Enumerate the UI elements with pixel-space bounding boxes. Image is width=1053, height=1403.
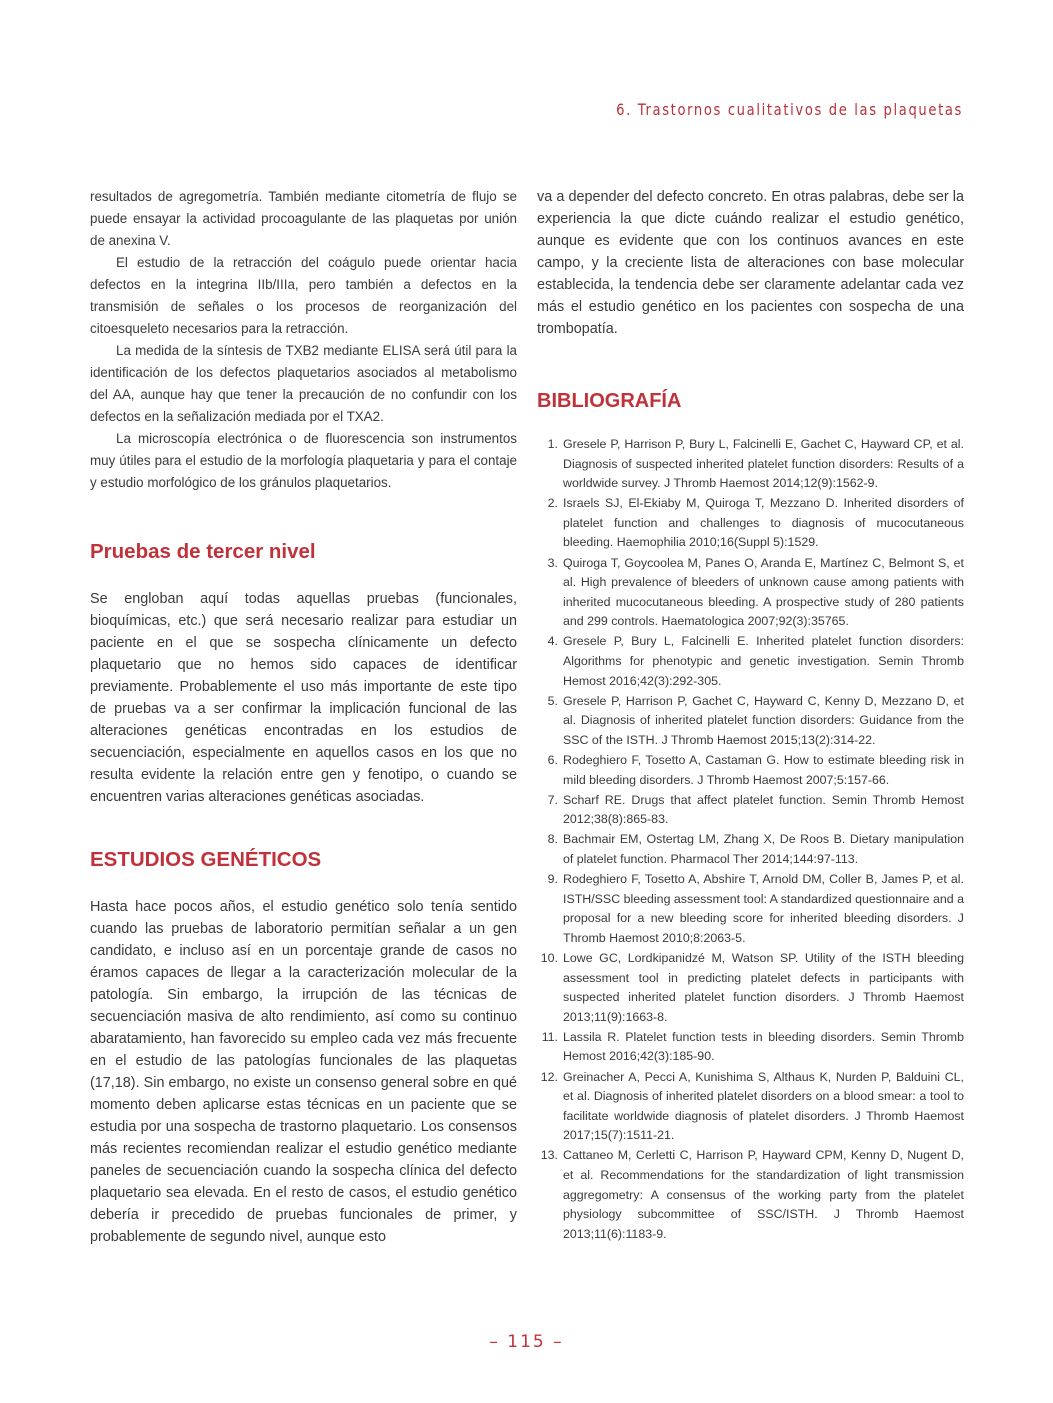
reference-item bbox=[537, 435, 964, 494]
genetic-section-body bbox=[90, 896, 517, 1248]
reference-text: Bachmair EM, Ostertag LM, Zhang X, De Roos B. Dietary manipulation of platelet function. Pharmacol Ther 2014;144:97-113. bbox=[563, 832, 964, 866]
reference-number: 13. bbox=[540, 1148, 558, 1163]
reference-list bbox=[537, 435, 964, 1244]
reference-item bbox=[537, 949, 964, 1027]
reference-text: Rodeghiero F, Tosetto A, Castaman G. How to estimate bleeding risk in mild bleeding disorders. J Thromb Haemost 2007;5:157-66. bbox=[563, 753, 964, 787]
reference-text: Israels SJ, El-Ekiaby M, Quiroga T, Mezzano D. Inherited disorders of platelet function and challenges to diagnosis of mucocutaneous bleeding. Haemophilia 2010;16(Suppl 5):1529. bbox=[563, 496, 964, 550]
paragraph: La microscopía electrónica o de fluorescencia son instrumentos muy útiles para el estudio de la morfología plaquetaria y para el contaje y estudio morfológico de los gránulos plaquetarios. bbox=[90, 431, 517, 490]
reference-number: 6. bbox=[547, 753, 558, 767]
reference-item bbox=[537, 554, 964, 632]
paragraph: Hasta hace pocos años, el estudio genético solo tenía sentido cuando las pruebas de laboratorio permitían señalar a un gen candidato, e incluso así en un porcentaje grande de casos no éramos capaces de llegar a la caracterización molecular de la patología. Sin embargo, la irrupción de las técnicas de secuenciación masiva de alto rendimiento, así como su continuo abaratamiento, han favorecido su empleo cada vez más frecuente en el estudio de las patologías funcionales de las plaquetas (17,18). Sin embargo, no existe un consenso general sobre en qué momento deben aplicarse estas técnicas en un paciente que se estudia por una sospecha de trastorno plaquetario. Los consensos más recientes recomiendan realizar el estudio genético mediante paneles de secuenciación cuando la sospecha clínica del defecto plaquetario sea elevada. En el resto de casos, el estudio genético debería ir precedido de pruebas funcionales de primer, y probablemente de segundo nivel, aunque esto bbox=[90, 899, 517, 1245]
reference-item bbox=[537, 751, 964, 790]
reference-number: 10. bbox=[540, 950, 558, 965]
reference-item bbox=[537, 830, 964, 869]
paragraph: Se engloban aquí todas aquellas pruebas (funcionales, bioquímicas, etc.) que será necesario realizar para estudiar un paciente en el que se sospecha clínicamente un defecto plaquetario que no hemos sido capaces de identificar previamente. Probablemente el uso más importante de este tipo de pruebas va a ser confirmar la implicación funcional de las alteraciones genéticas encontradas en los estudios de secuenciación, especialmente en aquellos casos en los que no resulta evidente la relación entre gen y fenotipo, o cuando se encuentren varias alteraciones genéticas asociadas. bbox=[90, 591, 517, 805]
reference-item bbox=[537, 1068, 964, 1146]
reference-text: Gresele P, Harrison P, Gachet C, Hayward C, Kenny D, Mezzano D, et al. Diagnosis of inherited platelet function disorders: Guidance from the SSC of the ISTH. J Thromb Haemost 2015;13(2):314-22. bbox=[563, 693, 964, 747]
reference-text: Rodeghiero F, Tosetto A, Abshire T, Arnold DM, Coller B, James P, et al. ISTH/SSC bleeding assessment tool: A standardized questionnaire and a proposal for a new bleeding score for inherited bleeding disorders. J Thromb Haemost 2010;8:2063-5. bbox=[563, 872, 964, 945]
reference-number: 1. bbox=[547, 437, 558, 451]
reference-number: 9. bbox=[547, 872, 558, 887]
paragraph: resultados de agregometría. También mediante citometría de flujo se puede ensayar la actividad procoagulante de las plaquetas por unión de anexina V. bbox=[90, 189, 517, 248]
page-number: – 115 – bbox=[489, 1332, 564, 1352]
pruebas-section-body bbox=[90, 588, 517, 808]
right-column bbox=[537, 186, 964, 1245]
reference-number: 2. bbox=[547, 496, 558, 511]
running-header: 6. Trastornos cualitativos de las plaquetas bbox=[616, 100, 963, 119]
reference-item bbox=[537, 632, 964, 691]
reference-item bbox=[537, 692, 964, 751]
reference-number: 4. bbox=[547, 634, 558, 649]
reference-number: 11. bbox=[541, 1029, 558, 1044]
reference-text: Lassila R. Platelet function tests in bleeding disorders. Semin Thromb Hemost 2016;42(3):185-90. bbox=[563, 1029, 964, 1064]
reference-text: Gresele P, Harrison P, Bury L, Falcinelli E, Gachet C, Hayward CP, et al. Diagnosis of suspected inherited platelet function disorders: Results of a worldwide survey. J Thromb Haemost 2014;12(9):1562-9. bbox=[563, 437, 964, 491]
reference-text: Gresele P, Bury L, Falcinelli E. Inherited platelet function disorders: Algorithms for phenotypic and genetic investigation. Semin Thromb Hemost 2016;42(3):292-305. bbox=[563, 634, 964, 688]
section-heading-pruebas: Pruebas de tercer nivel bbox=[90, 540, 316, 563]
section-heading-genetic: ESTUDIOS GENÉTICOS bbox=[90, 848, 322, 871]
reference-item bbox=[537, 870, 964, 948]
paragraph: va a depender del defecto concreto. En otras palabras, debe ser la experiencia la que dicte cuándo realizar el estudio genético, aunque es evidente que con los continuos avances en este campo, y la creciente lista de alteraciones con base molecular establecida, la tendencia debe ser claramente adelantar cada vez más el estudio genético en los pacientes con sospecha de una trombopatía. bbox=[537, 189, 964, 337]
reference-number: 7. bbox=[547, 792, 558, 807]
reference-text: Quiroga T, Goycoolea M, Panes O, Aranda E, Martínez C, Belmont S, et al. High prevalence of bleeders of unknown cause among patients with inherited mucocutaneous bleeding. A prospective study of 280 patients and 299 controls. Haematologica 2007;92(3):35765. bbox=[563, 555, 964, 629]
reference-item bbox=[537, 791, 964, 830]
reference-number: 5. bbox=[547, 693, 558, 708]
reference-item bbox=[537, 1028, 964, 1067]
reference-item bbox=[537, 1146, 964, 1244]
section-heading-bibliography: BIBLIOGRAFÍA bbox=[537, 390, 682, 412]
reference-number: 3. bbox=[547, 555, 558, 570]
reference-text: Lowe GC, Lordkipanidzé M, Watson SP. Utility of the ISTH bleeding assessment tool in predicting platelet defects in participants with suspected inherited platelet function disorders. J Thromb Haemost 2013;11(9):1663-8. bbox=[563, 950, 964, 1024]
paragraph: El estudio de la retracción del coágulo puede orientar hacia defectos en la integrina IIb/IIIa, pero también a defectos en la transmisión de señales o los procesos de reorganización del citoesqueleto necesarios para la retracción. bbox=[90, 255, 517, 336]
paragraph: La medida de la síntesis de TXB2 mediante ELISA será útil para la identificación de los defectos plaquetarios asociados al metabolismo del AA, aunque hay que tener la precaución de no confundir con los defectos en la señalización mediada por el TXA2. bbox=[90, 343, 517, 424]
reference-number: 12. bbox=[540, 1069, 558, 1084]
reference-number: 8. bbox=[547, 832, 558, 847]
reference-text: Scharf RE. Drugs that affect platelet function. Semin Thromb Hemost 2012;38(8):865-83. bbox=[563, 792, 964, 827]
reference-text: Cattaneo M, Cerletti C, Harrison P, Hayward CPM, Kenny D, Nugent D, et al. Recommendations for the standardization of light transmission aggregometry: A consensus of the working party from the platelet physiology subcommittee of SSC/ISTH. J Thromb Haemost 2013;11(6):1183-9. bbox=[563, 1148, 964, 1241]
left-column bbox=[90, 186, 517, 1248]
reference-item bbox=[537, 494, 964, 553]
reference-text: Greinacher A, Pecci A, Kunishima S, Althaus K, Nurden P, Balduini CL, et al. Diagnosis of inherited platelet disorders on a blood smear: a tool to facilitate worldwide diagnosis of platelet disorders. J Thromb Haemost 2017;15(7):1511-21. bbox=[563, 1069, 964, 1143]
